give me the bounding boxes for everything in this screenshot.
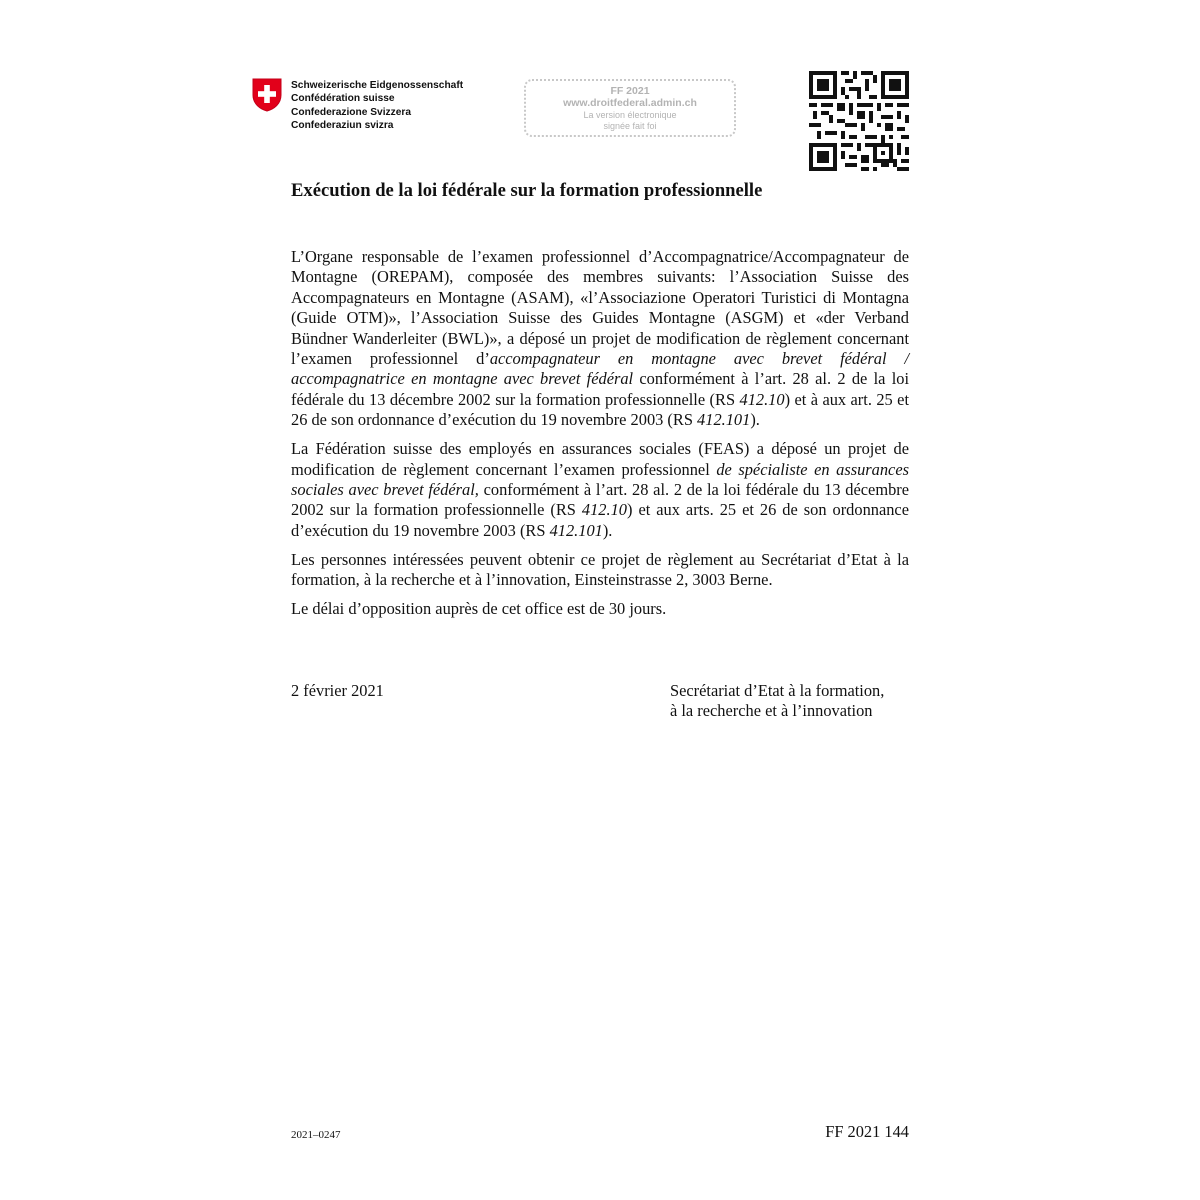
- paragraph-orepam: [291, 247, 909, 431]
- issuing-authority: [670, 681, 884, 722]
- p2-text-2: conformément à l’art. 28 al. 2 de la loi fédérale du 13 décembre 2002 sur la formation professionnelle (RS: [291, 480, 909, 520]
- p2-italic-1: de spécialiste en assurances sociales avec brevet fédéral,: [291, 459, 909, 500]
- document-date: 2 février 2021: [291, 681, 384, 700]
- p1-text-4: ).: [750, 410, 760, 430]
- p2-italic-2: 412.10: [581, 500, 627, 520]
- paragraph-feas: [291, 439, 909, 541]
- agency-name-de: Schweizerische Eidgenossenschaft: [291, 80, 464, 91]
- p2-text-4: ).: [602, 520, 613, 540]
- qr-code-icon: [809, 71, 909, 171]
- p1-italic-1: accompagnateur en montagne avec brevet fédéral / accompagnatrice en montagne avec brevet fédéral: [291, 349, 910, 389]
- p2-text-3: ) et aux arts. 25 et 26 de son ordonnance d’exécution du 19 novembre 2003 (RS: [291, 500, 909, 540]
- stamp-note-2: signée fait foi: [603, 121, 657, 131]
- issuing-authority-line-2: à la recherche et à l’innovation: [670, 701, 873, 721]
- p2-text-1: La Fédération suisse des employés en assurances sociales (FEAS) a déposé un projet de modification de règlement concernant l’examen professionnel: [291, 439, 909, 479]
- agency-name-fr: Confédération suisse: [291, 93, 395, 105]
- paragraph-obtain-project: Les personnes intéressées peuvent obtenir ce projet de règlement au Secrétariat d’Etat à la formation, à la recherche et à l’innovation, Einsteinstrasse 2, 3003 Berne.: [291, 549, 909, 590]
- electronic-signature-stamp: [524, 79, 736, 137]
- stamp-publication: FF 2021: [610, 85, 650, 97]
- swiss-coat-of-arms-icon: [252, 78, 282, 112]
- document-title: Exécution de la loi fédérale sur la formation professionnelle: [291, 180, 763, 201]
- agency-name-it: Confederazione Svizzera: [291, 106, 412, 118]
- p1-italic-2: 412.10: [739, 389, 785, 409]
- document-number: 2021–0247: [291, 1129, 341, 1141]
- stamp-website: www.droitfederal.admin.ch: [563, 97, 697, 109]
- p1-text-1: L’Organe responsable de l’examen professionnel d’Accompagnatrice/Accompagnateur de Montagne (OREPAM), composée des membres suivants: l’Association Suisse des Accompagnateurs en Montagne (ASAM), «l’Associazione Operatori Turistici di Montagna (Guide OTM)», l’Association Suisse des Guides Montagne (ASGM) et «der Verband Bündner Wanderleiter (BWL)», a déposé un projet de modification de règlement concernant l’examen professionnel d’: [291, 247, 909, 369]
- issuing-authority-line-1: Secrétariat d’Etat à la formation,: [670, 681, 885, 700]
- p1-text-2: conformément à l’art. 28 al. 2 de la loi fédérale du 13 décembre 2002 sur la formation professionnelle (RS: [291, 369, 909, 409]
- p1-italic-3: 412.101: [697, 410, 751, 430]
- p2-italic-3: 412.101: [549, 520, 603, 540]
- agency-name-block: [291, 79, 463, 133]
- stamp-note-1: La version électronique: [583, 110, 677, 120]
- document-body: [291, 247, 909, 628]
- paragraph-opposition-deadline: Le délai d’opposition auprès de cet office est de 30 jours.: [291, 599, 667, 619]
- page-reference: FF 2021 144: [825, 1122, 909, 1141]
- agency-name-rm: Confederaziun svizra: [291, 120, 394, 132]
- p1-text-3: ) et à aux art. 25 et 26 de son ordonnance d’exécution du 19 novembre 2003 (RS: [291, 389, 910, 430]
